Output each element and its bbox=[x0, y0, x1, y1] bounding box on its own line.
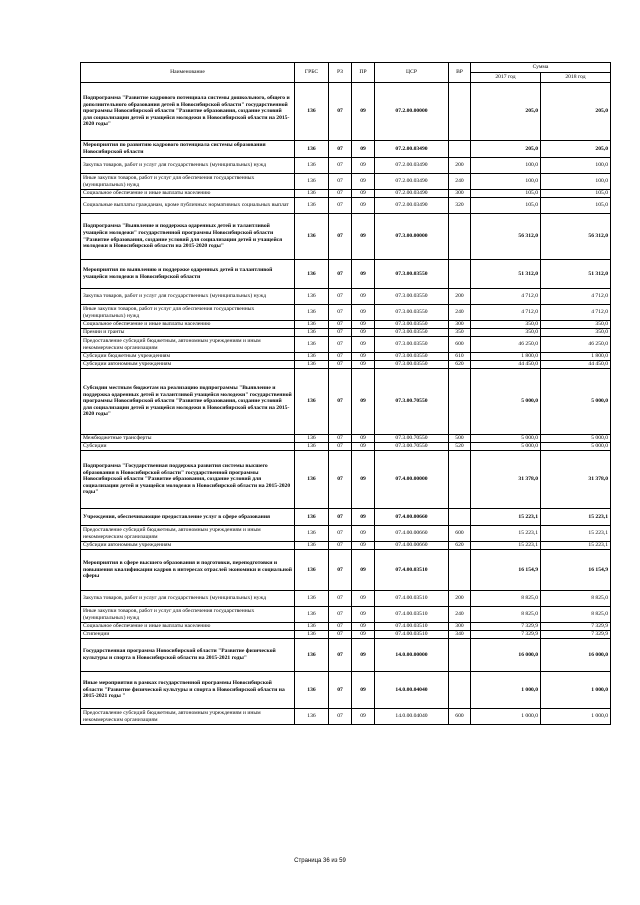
cell-pr: 09 bbox=[352, 709, 375, 725]
cell-v2017: 8 825,0 bbox=[471, 591, 541, 607]
table-row bbox=[81, 361, 611, 369]
header-row bbox=[81, 63, 611, 73]
table-row bbox=[81, 141, 611, 158]
cell-grbs: 136 bbox=[295, 435, 329, 443]
cell-v2017: 16 154,9 bbox=[471, 550, 541, 591]
cell-name: Предоставление субсидий бюджетным, автономным учреждениям и иным некоммерческим организациям bbox=[81, 337, 295, 353]
cell-grbs: 136 bbox=[295, 639, 329, 672]
cell-name: Социальные выплаты гражданам, кроме публичных нормативных социальных выплат bbox=[81, 198, 295, 214]
cell-v2018: 8 825,0 bbox=[541, 591, 611, 607]
table-row bbox=[81, 190, 611, 198]
cell-v2018: 16 000,0 bbox=[541, 639, 611, 672]
cell-rz: 07 bbox=[329, 141, 352, 158]
cell-csr: 07.2.00.03490 bbox=[375, 174, 449, 190]
cell-csr: 14.0.00.00000 bbox=[375, 639, 449, 672]
cell-v2018: 4 712,0 bbox=[541, 305, 611, 321]
cell-name: Мероприятия в сфере высшего образования и подготовки, переподготовки и повышения квалификации кадров в интересах отраслей экономики и социальной сферы bbox=[81, 550, 295, 591]
cell-name: Государственная программа Новосибирской области "Развитие физической культуры и спорта в Новосибирской области на 2015-2021 годы" bbox=[81, 639, 295, 672]
cell-v2018: 350,0 bbox=[541, 321, 611, 329]
cell-vr bbox=[449, 214, 471, 260]
cell-v2018: 51 312,0 bbox=[541, 260, 611, 289]
cell-vr: 240 bbox=[449, 607, 471, 623]
cell-csr: 07.3.00.03550 bbox=[375, 353, 449, 361]
cell-v2017: 16 000,0 bbox=[471, 639, 541, 672]
cell-grbs: 136 bbox=[295, 329, 329, 337]
cell-v2017: 5 000,0 bbox=[471, 435, 541, 443]
cell-pr: 09 bbox=[352, 550, 375, 591]
cell-rz: 07 bbox=[329, 329, 352, 337]
cell-vr: 300 bbox=[449, 623, 471, 631]
cell-csr: 07.3.00.03550 bbox=[375, 321, 449, 329]
header-grbs: ГРБС bbox=[295, 63, 329, 83]
cell-rz: 07 bbox=[329, 337, 352, 353]
cell-grbs: 136 bbox=[295, 526, 329, 542]
cell-name: Мероприятия по развитию кадрового потенциала системы образования Новосибирской области bbox=[81, 141, 295, 158]
cell-grbs: 136 bbox=[295, 451, 329, 509]
cell-name: Предоставление субсидий бюджетным, автономным учреждениям и иным некоммерческим организациям bbox=[81, 709, 295, 725]
cell-pr: 09 bbox=[352, 260, 375, 289]
cell-grbs: 136 bbox=[295, 260, 329, 289]
table-row bbox=[81, 158, 611, 174]
cell-pr: 09 bbox=[352, 591, 375, 607]
cell-vr: 200 bbox=[449, 591, 471, 607]
cell-rz: 07 bbox=[329, 443, 352, 451]
cell-csr: 07.3.00.00000 bbox=[375, 214, 449, 260]
cell-v2017: 4 712,0 bbox=[471, 305, 541, 321]
cell-v2018: 1 000,0 bbox=[541, 709, 611, 725]
cell-v2018: 1 800,0 bbox=[541, 353, 611, 361]
cell-pr: 09 bbox=[352, 607, 375, 623]
table-row bbox=[81, 83, 611, 141]
cell-name: Подпрограмма "Выявление и поддержка одаренных детей и талантливой учащейся молодежи" государственной программы Новосибирской области "Развитие образования, создание условий для социализации детей и учащейся молодежи в Новосибирской области на 2015-2020 годы" bbox=[81, 214, 295, 260]
cell-csr: 14.0.00.04040 bbox=[375, 672, 449, 709]
table-row bbox=[81, 550, 611, 591]
cell-rz: 07 bbox=[329, 526, 352, 542]
cell-vr: 300 bbox=[449, 321, 471, 329]
cell-rz: 07 bbox=[329, 321, 352, 329]
table-row bbox=[81, 631, 611, 639]
cell-name: Предоставление субсидий бюджетным, автономным учреждениям и иным некоммерческим организациям bbox=[81, 526, 295, 542]
cell-v2017: 205,0 bbox=[471, 83, 541, 141]
cell-grbs: 136 bbox=[295, 289, 329, 305]
cell-vr bbox=[449, 369, 471, 435]
cell-csr: 14.0.00.04040 bbox=[375, 709, 449, 725]
cell-v2017: 7 329,9 bbox=[471, 631, 541, 639]
cell-rz: 07 bbox=[329, 672, 352, 709]
cell-v2017: 31 378,0 bbox=[471, 451, 541, 509]
cell-v2018: 205,0 bbox=[541, 83, 611, 141]
cell-v2017: 8 825,0 bbox=[471, 607, 541, 623]
cell-v2017: 350,0 bbox=[471, 329, 541, 337]
cell-grbs: 136 bbox=[295, 353, 329, 361]
cell-csr: 07.2.00.03490 bbox=[375, 141, 449, 158]
cell-csr: 07.4.00.03510 bbox=[375, 591, 449, 607]
cell-grbs: 136 bbox=[295, 542, 329, 550]
cell-csr: 07.4.00.03510 bbox=[375, 607, 449, 623]
cell-name: Закупка товаров, работ и услуг для государственных (муниципальных) нужд bbox=[81, 591, 295, 607]
cell-pr: 09 bbox=[352, 289, 375, 305]
cell-v2017: 100,0 bbox=[471, 158, 541, 174]
cell-v2017: 5 000,0 bbox=[471, 369, 541, 435]
cell-csr: 07.4.00.00660 bbox=[375, 526, 449, 542]
cell-v2017: 350,0 bbox=[471, 321, 541, 329]
cell-name: Закупка товаров, работ и услуг для государственных (муниципальных) нужд bbox=[81, 289, 295, 305]
cell-grbs: 136 bbox=[295, 631, 329, 639]
header-name: Наименование bbox=[81, 63, 295, 83]
cell-pr: 09 bbox=[352, 623, 375, 631]
page-number: Страница 36 из 59 bbox=[294, 858, 346, 864]
cell-v2017: 51 312,0 bbox=[471, 260, 541, 289]
cell-vr: 600 bbox=[449, 709, 471, 725]
cell-v2017: 5 000,0 bbox=[471, 443, 541, 451]
table-row bbox=[81, 337, 611, 353]
table-body bbox=[81, 83, 611, 725]
cell-v2018: 46 250,0 bbox=[541, 337, 611, 353]
cell-vr bbox=[449, 509, 471, 526]
cell-pr: 09 bbox=[352, 214, 375, 260]
cell-csr: 07.3.00.03550 bbox=[375, 337, 449, 353]
cell-rz: 07 bbox=[329, 361, 352, 369]
cell-name: Подпрограмма "Развитие кадрового потенциала системы дошкольного, общего и дополнительного образования детей в Новосибирской области" государственной программы Новосибирской области "Развитие образования, создание условий для социализации детей и учащейся молодежи в Новосибирской области на 2015-2020 годы" bbox=[81, 83, 295, 141]
table-row bbox=[81, 526, 611, 542]
cell-v2018: 44 450,0 bbox=[541, 361, 611, 369]
table-row bbox=[81, 443, 611, 451]
cell-name: Субсидии автономным учреждениям bbox=[81, 542, 295, 550]
cell-vr: 340 bbox=[449, 631, 471, 639]
cell-pr: 09 bbox=[352, 83, 375, 141]
table-row bbox=[81, 639, 611, 672]
cell-name: Премии и гранты bbox=[81, 329, 295, 337]
cell-rz: 07 bbox=[329, 158, 352, 174]
cell-pr: 09 bbox=[352, 158, 375, 174]
table-row bbox=[81, 509, 611, 526]
cell-v2018: 5 000,0 bbox=[541, 443, 611, 451]
cell-grbs: 136 bbox=[295, 591, 329, 607]
cell-v2017: 100,0 bbox=[471, 174, 541, 190]
cell-v2017: 1 000,0 bbox=[471, 672, 541, 709]
cell-v2017: 205,0 bbox=[471, 141, 541, 158]
table-row bbox=[81, 369, 611, 435]
cell-pr: 09 bbox=[352, 509, 375, 526]
header-csr: ЦСР bbox=[375, 63, 449, 83]
cell-rz: 07 bbox=[329, 289, 352, 305]
cell-v2017: 4 712,0 bbox=[471, 289, 541, 305]
cell-v2017: 105,0 bbox=[471, 198, 541, 214]
cell-csr: 07.2.00.00000 bbox=[375, 83, 449, 141]
cell-pr: 09 bbox=[352, 321, 375, 329]
cell-csr: 07.4.00.03510 bbox=[375, 623, 449, 631]
cell-name: Иные закупки товаров, работ и услуг для обеспечения государственных (муниципальных) нужд bbox=[81, 174, 295, 190]
cell-name: Учреждения, обеспечивающие предоставление услуг в сфере образования bbox=[81, 509, 295, 526]
header-sum: Сумма bbox=[471, 63, 611, 73]
cell-rz: 07 bbox=[329, 214, 352, 260]
budget-table bbox=[80, 62, 611, 725]
cell-rz: 07 bbox=[329, 639, 352, 672]
table-row bbox=[81, 672, 611, 709]
cell-rz: 07 bbox=[329, 451, 352, 509]
cell-rz: 07 bbox=[329, 509, 352, 526]
cell-name: Субсидии местным бюджетам на реализацию подпрограммы "Выявление и поддержка одаренных детей и талантливой учащейся молодежи" государственной программы Новосибирской области "Развитие образования, создание условий для социализации детей и учащейся молодежи в Новосибирской области на 2015-2020 годы" bbox=[81, 369, 295, 435]
cell-v2018: 5 000,0 bbox=[541, 369, 611, 435]
table-row bbox=[81, 260, 611, 289]
cell-grbs: 136 bbox=[295, 709, 329, 725]
cell-v2018: 8 825,0 bbox=[541, 607, 611, 623]
cell-rz: 07 bbox=[329, 305, 352, 321]
cell-name: Социальное обеспечение и иные выплаты населению bbox=[81, 623, 295, 631]
table-row bbox=[81, 353, 611, 361]
cell-pr: 09 bbox=[352, 631, 375, 639]
cell-pr: 09 bbox=[352, 361, 375, 369]
cell-pr: 09 bbox=[352, 174, 375, 190]
cell-vr bbox=[449, 83, 471, 141]
table-row bbox=[81, 435, 611, 443]
cell-csr: 07.4.00.03510 bbox=[375, 631, 449, 639]
cell-csr: 07.3.00.70550 bbox=[375, 369, 449, 435]
cell-csr: 07.3.00.03550 bbox=[375, 329, 449, 337]
cell-vr: 620 bbox=[449, 542, 471, 550]
cell-vr: 240 bbox=[449, 305, 471, 321]
table-row bbox=[81, 591, 611, 607]
cell-vr: 600 bbox=[449, 526, 471, 542]
table-row bbox=[81, 623, 611, 631]
cell-grbs: 136 bbox=[295, 141, 329, 158]
cell-v2018: 105,0 bbox=[541, 190, 611, 198]
table-row bbox=[81, 709, 611, 725]
cell-rz: 07 bbox=[329, 607, 352, 623]
cell-pr: 09 bbox=[352, 672, 375, 709]
cell-grbs: 136 bbox=[295, 158, 329, 174]
table-row bbox=[81, 451, 611, 509]
cell-vr bbox=[449, 260, 471, 289]
cell-name: Иные мероприятия в рамках государственной программы Новосибирской области "Развитие физической культуры и спорта в Новосибирской области на 2015-2021 годы " bbox=[81, 672, 295, 709]
cell-vr: 240 bbox=[449, 174, 471, 190]
header-vr: ВР bbox=[449, 63, 471, 83]
cell-vr bbox=[449, 550, 471, 591]
cell-csr: 07.2.00.03490 bbox=[375, 190, 449, 198]
cell-grbs: 136 bbox=[295, 337, 329, 353]
cell-grbs: 136 bbox=[295, 509, 329, 526]
cell-pr: 09 bbox=[352, 198, 375, 214]
cell-v2017: 56 312,0 bbox=[471, 214, 541, 260]
cell-name: Подпрограмма "Государственная поддержка развития системы высшего образования в Новосибирской области" государственной программы Новосибирской области "Развитие образования, создание условий для социализации детей и учащейся молодежи в Новосибирской области на 2015-2020 годы" bbox=[81, 451, 295, 509]
header-2018: 2018 год bbox=[541, 73, 611, 83]
cell-v2017: 44 450,0 bbox=[471, 361, 541, 369]
cell-pr: 09 bbox=[352, 443, 375, 451]
cell-rz: 07 bbox=[329, 369, 352, 435]
cell-name: Межбюджетные трансферты bbox=[81, 435, 295, 443]
cell-v2018: 15 223,1 bbox=[541, 509, 611, 526]
cell-name: Стипендии bbox=[81, 631, 295, 639]
cell-vr: 320 bbox=[449, 198, 471, 214]
cell-v2018: 100,0 bbox=[541, 174, 611, 190]
cell-vr: 300 bbox=[449, 190, 471, 198]
cell-vr bbox=[449, 672, 471, 709]
cell-csr: 07.4.00.03510 bbox=[375, 550, 449, 591]
cell-vr: 500 bbox=[449, 435, 471, 443]
cell-csr: 07.4.00.00000 bbox=[375, 451, 449, 509]
cell-pr: 09 bbox=[352, 542, 375, 550]
cell-csr: 07.4.00.00660 bbox=[375, 542, 449, 550]
cell-vr: 520 bbox=[449, 443, 471, 451]
cell-v2018: 15 223,1 bbox=[541, 542, 611, 550]
table-row bbox=[81, 321, 611, 329]
cell-csr: 07.3.00.70550 bbox=[375, 435, 449, 443]
cell-v2017: 15 223,1 bbox=[471, 526, 541, 542]
cell-pr: 09 bbox=[352, 337, 375, 353]
cell-v2017: 15 223,1 bbox=[471, 542, 541, 550]
cell-name: Иные закупки товаров, работ и услуг для обеспечения государственных (муниципальных) нужд bbox=[81, 305, 295, 321]
cell-v2018: 15 223,1 bbox=[541, 526, 611, 542]
cell-name: Субсидии автономным учреждениям bbox=[81, 361, 295, 369]
cell-v2018: 350,0 bbox=[541, 329, 611, 337]
cell-csr: 07.4.00.00660 bbox=[375, 509, 449, 526]
cell-pr: 09 bbox=[352, 353, 375, 361]
cell-grbs: 136 bbox=[295, 623, 329, 631]
cell-v2018: 31 378,0 bbox=[541, 451, 611, 509]
cell-name: Субсидии bbox=[81, 443, 295, 451]
cell-grbs: 136 bbox=[295, 198, 329, 214]
cell-csr: 07.3.00.03550 bbox=[375, 361, 449, 369]
header-rz: РЗ bbox=[329, 63, 352, 83]
cell-v2018: 1 000,0 bbox=[541, 672, 611, 709]
cell-rz: 07 bbox=[329, 353, 352, 361]
table-row bbox=[81, 214, 611, 260]
cell-name: Закупка товаров, работ и услуг для государственных (муниципальных) нужд bbox=[81, 158, 295, 174]
cell-rz: 07 bbox=[329, 190, 352, 198]
cell-vr: 620 bbox=[449, 361, 471, 369]
cell-v2018: 205,0 bbox=[541, 141, 611, 158]
cell-v2017: 7 329,9 bbox=[471, 623, 541, 631]
cell-v2018: 105,0 bbox=[541, 198, 611, 214]
header-pr: ПР bbox=[352, 63, 375, 83]
cell-v2018: 5 000,0 bbox=[541, 435, 611, 443]
cell-v2018: 7 329,9 bbox=[541, 631, 611, 639]
cell-rz: 07 bbox=[329, 83, 352, 141]
cell-rz: 07 bbox=[329, 550, 352, 591]
cell-csr: 07.3.00.03550 bbox=[375, 260, 449, 289]
cell-pr: 09 bbox=[352, 639, 375, 672]
table-row bbox=[81, 174, 611, 190]
cell-v2017: 15 223,1 bbox=[471, 509, 541, 526]
cell-v2018: 4 712,0 bbox=[541, 289, 611, 305]
cell-csr: 07.3.00.03550 bbox=[375, 289, 449, 305]
cell-pr: 09 bbox=[352, 369, 375, 435]
cell-pr: 09 bbox=[352, 141, 375, 158]
cell-vr: 600 bbox=[449, 337, 471, 353]
cell-rz: 07 bbox=[329, 591, 352, 607]
cell-v2017: 1 000,0 bbox=[471, 709, 541, 725]
cell-rz: 07 bbox=[329, 709, 352, 725]
cell-grbs: 136 bbox=[295, 214, 329, 260]
cell-pr: 09 bbox=[352, 526, 375, 542]
cell-grbs: 136 bbox=[295, 607, 329, 623]
cell-v2017: 105,0 bbox=[471, 190, 541, 198]
cell-vr: 200 bbox=[449, 289, 471, 305]
header-2017: 2017 год bbox=[471, 73, 541, 83]
cell-rz: 07 bbox=[329, 542, 352, 550]
table-row bbox=[81, 329, 611, 337]
cell-grbs: 136 bbox=[295, 443, 329, 451]
table-row bbox=[81, 305, 611, 321]
cell-name: Иные закупки товаров, работ и услуг для обеспечения государственных (муниципальных) нужд bbox=[81, 607, 295, 623]
table-row bbox=[81, 542, 611, 550]
cell-rz: 07 bbox=[329, 435, 352, 443]
cell-v2017: 46 250,0 bbox=[471, 337, 541, 353]
cell-vr: 350 bbox=[449, 329, 471, 337]
cell-rz: 07 bbox=[329, 623, 352, 631]
cell-name: Социальное обеспечение и иные выплаты населению bbox=[81, 190, 295, 198]
cell-name: Мероприятия по выявлению и поддержке одаренных детей и талантливой учащейся молодежи в Новосибирской области bbox=[81, 260, 295, 289]
cell-name: Субсидии бюджетным учреждениям bbox=[81, 353, 295, 361]
cell-grbs: 136 bbox=[295, 321, 329, 329]
cell-v2017: 1 800,0 bbox=[471, 353, 541, 361]
cell-csr: 07.3.00.70550 bbox=[375, 443, 449, 451]
cell-grbs: 136 bbox=[295, 83, 329, 141]
cell-grbs: 136 bbox=[295, 190, 329, 198]
cell-csr: 07.2.00.03490 bbox=[375, 198, 449, 214]
cell-vr: 200 bbox=[449, 158, 471, 174]
cell-pr: 09 bbox=[352, 435, 375, 443]
cell-vr bbox=[449, 639, 471, 672]
cell-vr: 610 bbox=[449, 353, 471, 361]
cell-pr: 09 bbox=[352, 451, 375, 509]
cell-pr: 09 bbox=[352, 305, 375, 321]
cell-csr: 07.2.00.03490 bbox=[375, 158, 449, 174]
cell-name: Социальное обеспечение и иные выплаты населению bbox=[81, 321, 295, 329]
cell-v2018: 7 329,9 bbox=[541, 623, 611, 631]
cell-v2018: 56 312,0 bbox=[541, 214, 611, 260]
cell-grbs: 136 bbox=[295, 672, 329, 709]
table-row bbox=[81, 198, 611, 214]
cell-rz: 07 bbox=[329, 198, 352, 214]
cell-v2018: 16 154,9 bbox=[541, 550, 611, 591]
cell-grbs: 136 bbox=[295, 369, 329, 435]
cell-pr: 09 bbox=[352, 190, 375, 198]
cell-v2018: 100,0 bbox=[541, 158, 611, 174]
cell-vr bbox=[449, 141, 471, 158]
cell-rz: 07 bbox=[329, 631, 352, 639]
cell-rz: 07 bbox=[329, 260, 352, 289]
cell-grbs: 136 bbox=[295, 361, 329, 369]
cell-grbs: 136 bbox=[295, 550, 329, 591]
cell-vr bbox=[449, 451, 471, 509]
cell-csr: 07.3.00.03550 bbox=[375, 305, 449, 321]
cell-grbs: 136 bbox=[295, 305, 329, 321]
cell-rz: 07 bbox=[329, 174, 352, 190]
table-row bbox=[81, 289, 611, 305]
cell-pr: 09 bbox=[352, 329, 375, 337]
table-row bbox=[81, 607, 611, 623]
cell-grbs: 136 bbox=[295, 174, 329, 190]
